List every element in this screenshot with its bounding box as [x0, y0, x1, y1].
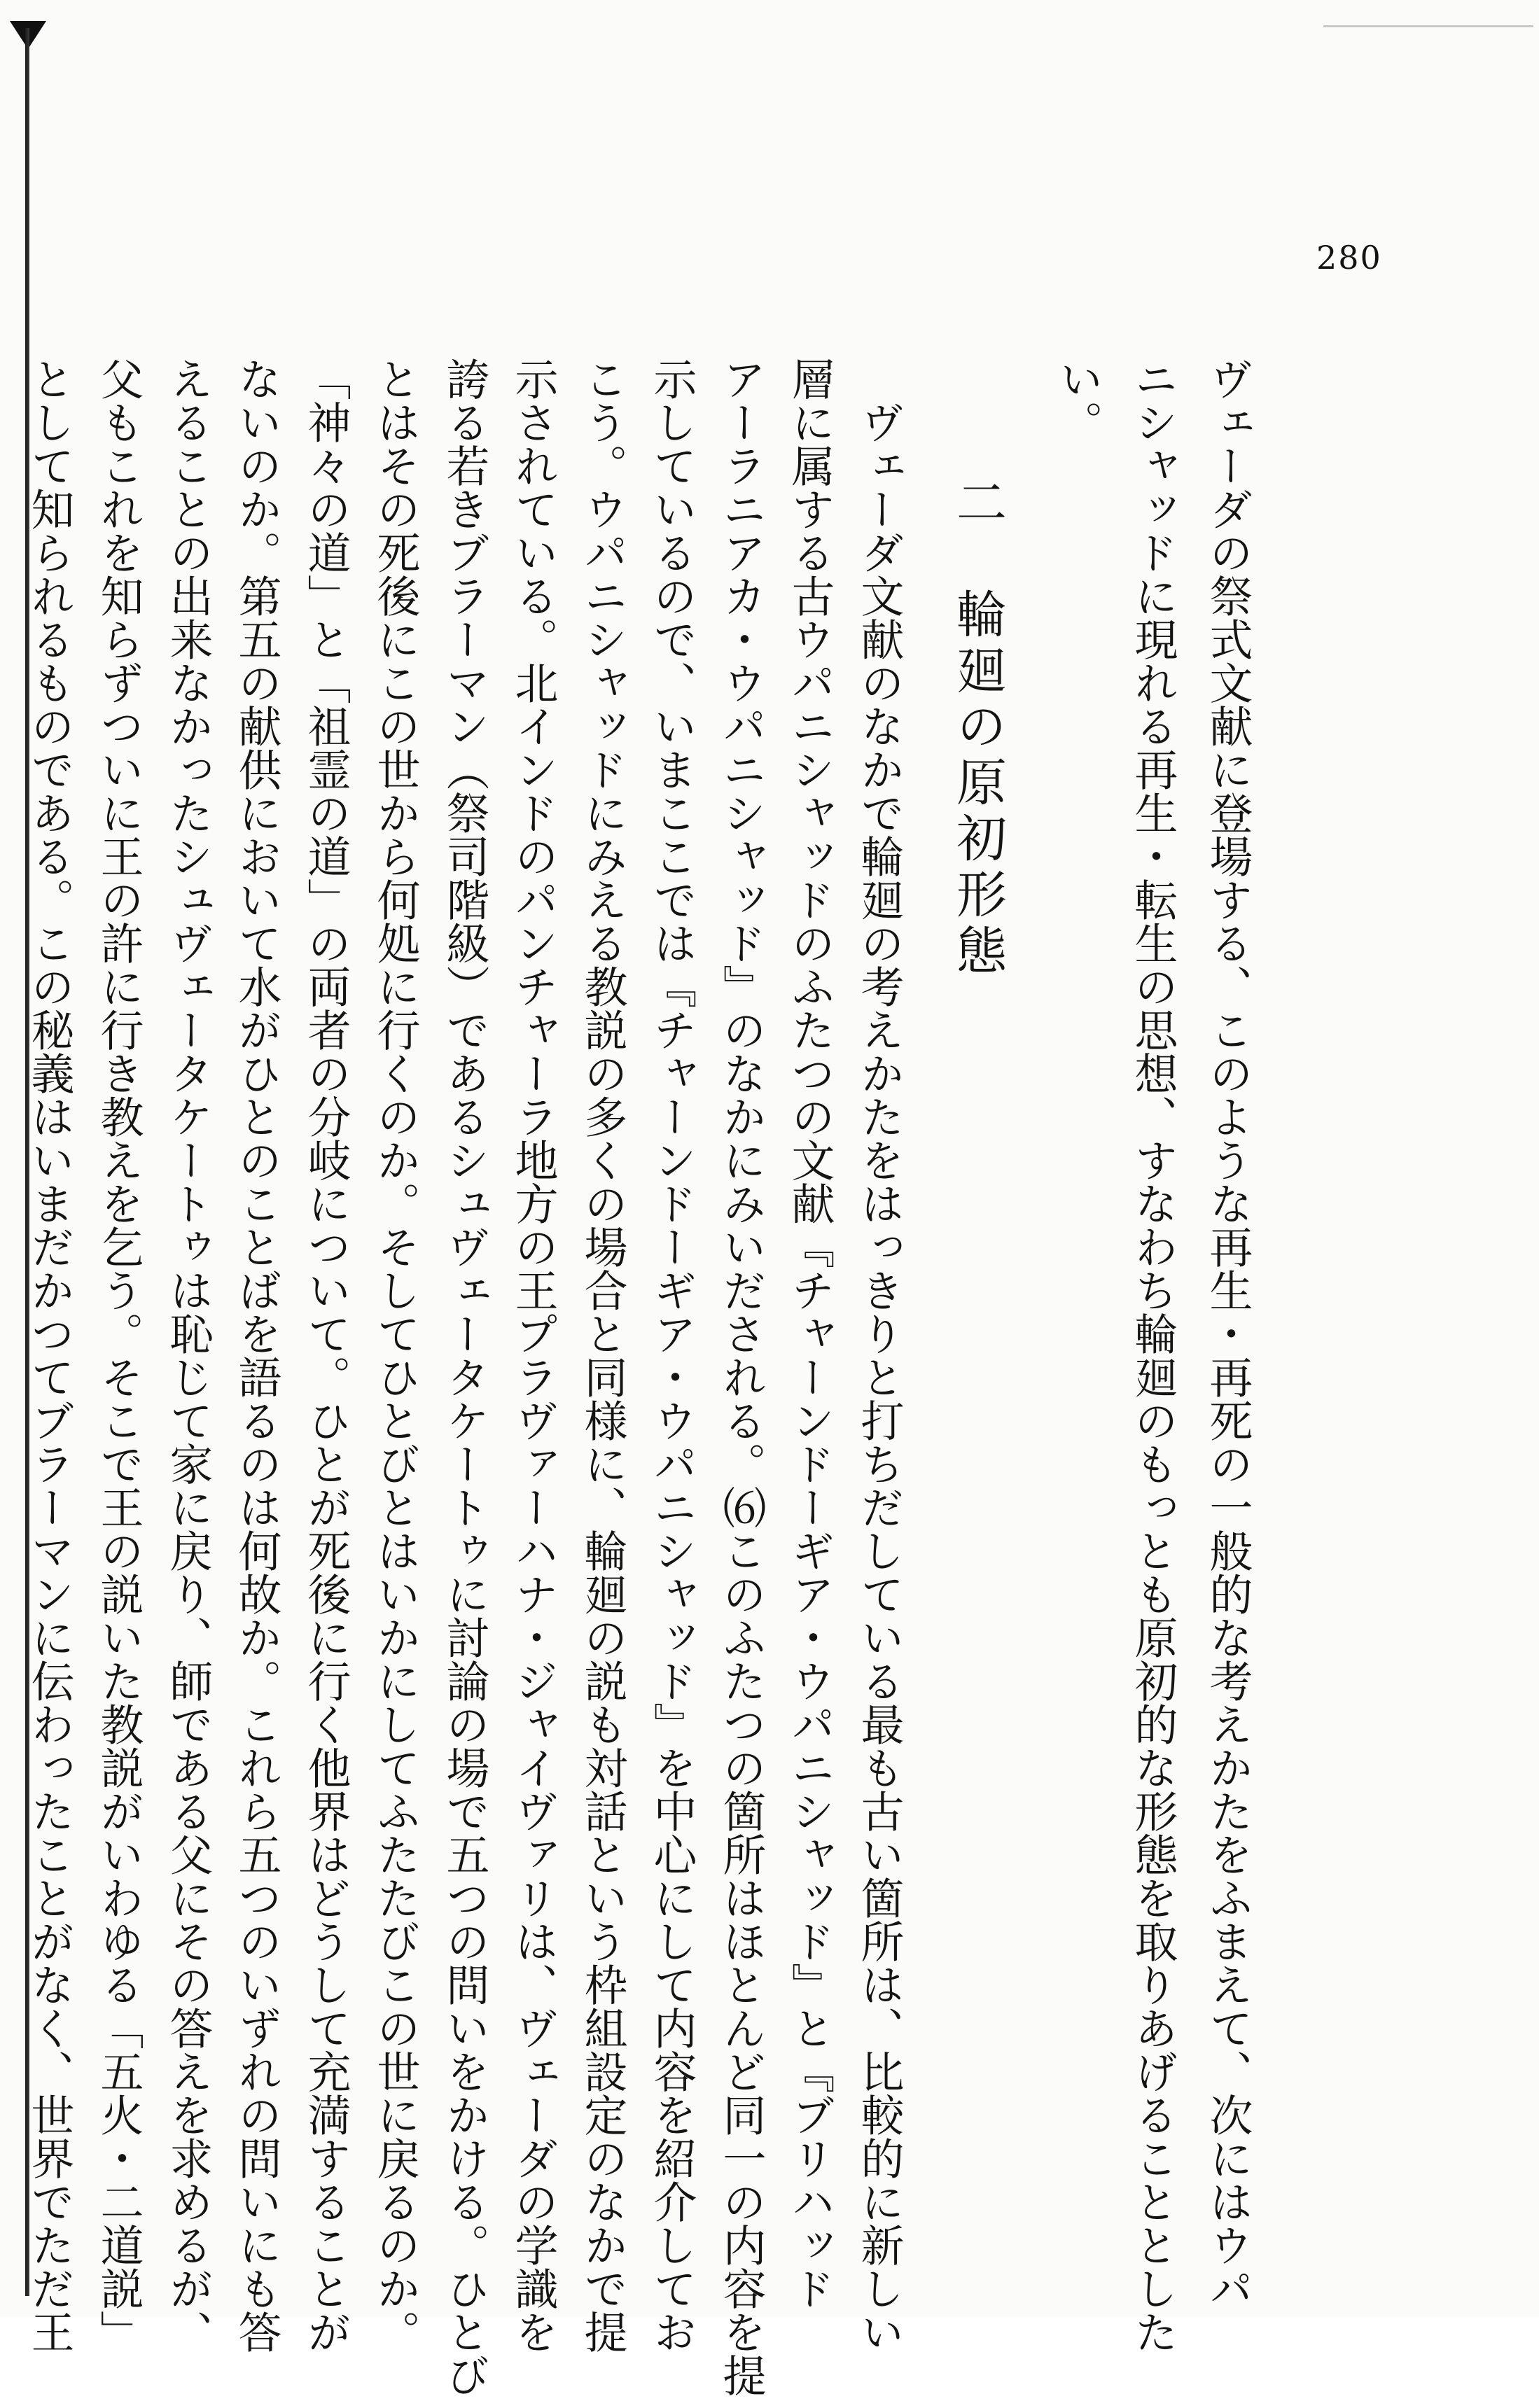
body-line-4: 示しているので、いまここでは『チャーンドーギア・ウパニシャッド』を中心にして内容を紹介してお — [646, 357, 697, 2353]
intro-line-2: ニシャッドに現れる再生・転生の思想、すなわち輪廻のもっとも原初的な形態を取りあげることとした — [1127, 357, 1178, 2353]
body-line-2: 層に属する古ウパニシャッドのふたつの文献『チャーンドーギア・ウパニシャッド』と『ブリハッド — [784, 357, 835, 2310]
body-line-9: 「神々の道」と「祖霊の道」の両者の分岐について。ひとが死後に行く他界はどうして充満することが — [300, 357, 351, 2353]
intro-line-1: ヴェーダの祭式文献に登場する、このような再生・再死の一般的な考えかたをふまえて、次にはウパ — [1202, 357, 1253, 2310]
body-line-6: 示されている。北インドのパンチャーラ地方の王プラヴァーハナ・ジャイヴァリは、ヴェーダの学識を — [508, 357, 559, 2353]
body-line-12: 父もこれを知らずついに王の許に行き教えを乞う。そこで王の説いた教説がいわゆる「五火・二道説」 — [93, 357, 144, 2353]
body-line-10: ないのか。第五の献供において水がひとのことばを語るのは何故か。これら五つのいずれの問いにも答 — [231, 357, 282, 2353]
body-line-5: こう。ウパニシャッドにみえる教説の多くの場合と同様に、輪廻の説も対話という枠組設定のなかで提 — [577, 357, 628, 2353]
section-heading: 二 輪廻の原初形態 — [948, 476, 1007, 980]
body-line-3: アーラニアカ・ウパニシャッド』のなかにみいだされる。⑹このふたつの箇所はほとんど同一の内容を提 — [716, 357, 767, 2397]
top-rule — [1323, 25, 1533, 27]
body-line-13: として知られるものである。この秘義はいまだかつてブラーマンに伝わったことがなく、世界でただ王 — [24, 357, 75, 2353]
page-number: 280 — [1316, 239, 1382, 276]
intro-line-3: い。 — [1052, 357, 1103, 444]
body-line-1: ヴェーダ文献のなかで輪廻の考えかたをはっきりと打ちだしている最も古い箇所は、比較的に新しい — [854, 400, 905, 2353]
body-line-8: とはその死後にこの世から何処に行くのか。そしてひとびとはいかにしてふたたびこの世に戻るのか。 — [370, 357, 421, 2353]
body-line-11: えることの出来なかったシュヴェータケートゥは恥じて家に戻り、師である父にその答えを求めるが、 — [162, 357, 214, 2353]
body-line-7: 誇る若きブラーマン（祭司階級）であるシュヴェータケートゥに討論の場で五つの問いをかける。ひとび — [439, 357, 490, 2397]
